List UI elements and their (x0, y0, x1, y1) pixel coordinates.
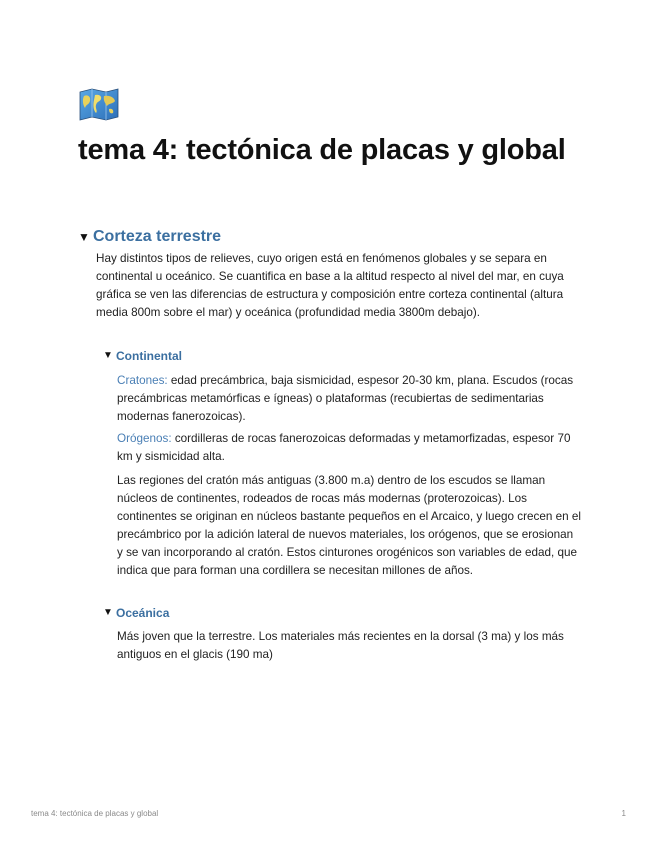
orogenos-paragraph (117, 430, 579, 466)
page-title: tema 4: tectónica de placas y global (78, 134, 566, 166)
oceanica-paragraph: Más joven que la terrestre. Los materiales más recientes en la dorsal (3 ma) y los más antiguos en el glacis (190 ma) (117, 630, 564, 661)
orogenos-text: cordilleras de rocas fanerozoicas deformadas y metamorfizadas, espesor 70 km y sismicidad alta. (117, 432, 571, 463)
toggle-triangle-icon[interactable]: ▼ (103, 607, 113, 618)
toggle-triangle-icon[interactable]: ▼ (78, 230, 90, 244)
world-map-icon (78, 86, 120, 122)
heading-label: Corteza terrestre (93, 228, 222, 245)
term-cratones: Cratones: (117, 374, 168, 387)
continental-paragraph: Las regiones del cratón más antiguas (3.800 m.a) dentro de los escudos se llaman núcleos de continentes, rodeados de rocas más modernas (proterozoicas). Los continentes se originan en núcleos bastante pequeños en el Arcaico, y luego crecen en el precámbrico por la adición lateral de nuevos materiales, los orógenos, que se erosionan y se van incorporando al cratón. Estos cinturones orogénicos son variables de edad, que indica que para forman una cordillera se necesitan millones de años. (117, 474, 581, 577)
subheading-label: Oceánica (116, 606, 170, 620)
term-orogenos: Orógenos: (117, 432, 172, 445)
toggle-heading-corteza-terrestre[interactable] (78, 227, 221, 247)
subheading-label: Continental (116, 349, 182, 363)
footer-title: tema 4: tectónica de placas y global (31, 809, 159, 818)
toggle-triangle-icon[interactable]: ▼ (103, 350, 113, 361)
toggle-heading-oceanica[interactable] (103, 605, 169, 621)
cratones-paragraph (117, 372, 579, 426)
toggle-heading-continental[interactable] (103, 348, 182, 364)
intro-paragraph: Hay distintos tipos de relieves, cuyo origen está en fenómenos globales y se separa en continental u oceánico. Se cuantifica en base a la altitud respecto al nivel del mar, en cuya gráfica se ven las diferencias de estructura y composición entre corteza continental (altura media 800m sobre el mar) y oceánica (profundidad media 3800m debajo). (96, 252, 564, 319)
footer-page-number: 1 (621, 809, 626, 818)
cratones-text: edad precámbrica, baja sismicidad, espesor 20-30 km, plana. Escudos (rocas precámbricas metamórficas e ígneas) o plataformas (recubiertas de sedimentarias modernas fanerozoicas). (117, 374, 574, 423)
